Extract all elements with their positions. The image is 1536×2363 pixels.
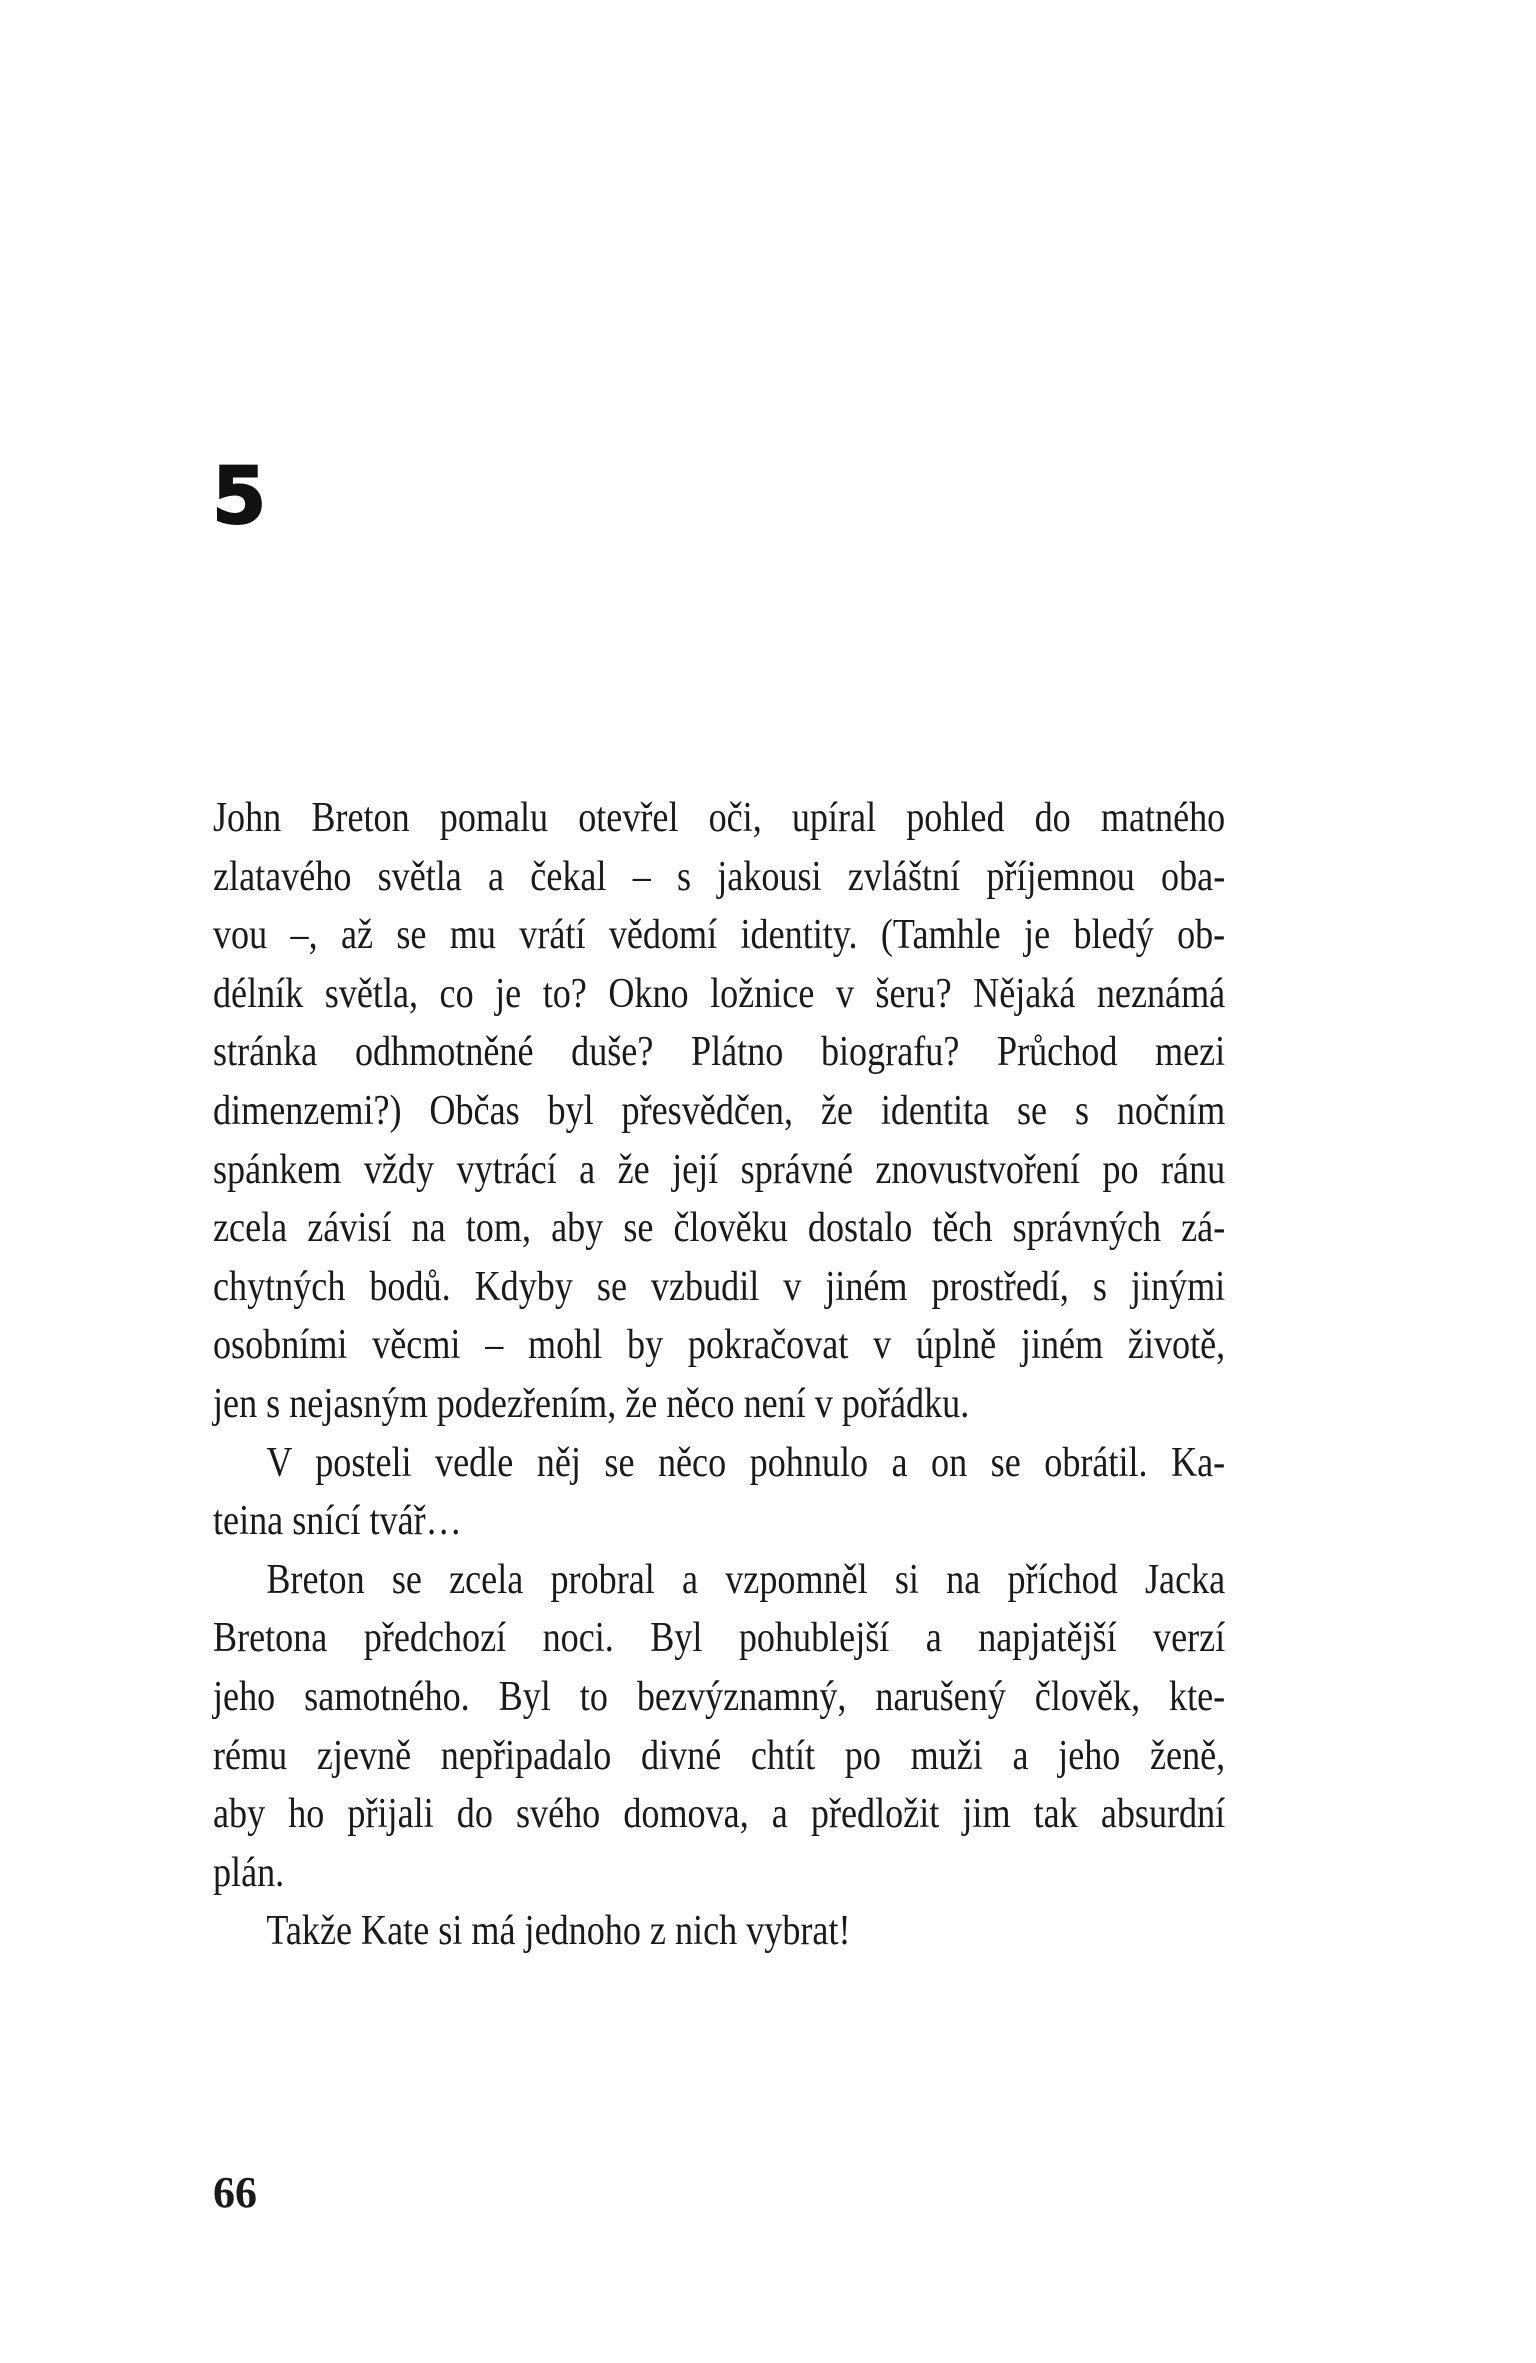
text-line: zcela závisí na tom, aby se člověku dostalo těch správných zá- (213, 1205, 1226, 1252)
text-line: spánkem vždy vytrácí a že její správné znovustvoření po ránu (213, 1146, 1226, 1193)
paragraph (213, 789, 1225, 1434)
text-line: zlatavého světla a čekal – s jakousi zvláštní příjemnou oba- (213, 853, 1226, 900)
text-line: jeho samotného. Byl to bezvýznamný, narušený člověk, kte- (213, 1673, 1226, 1720)
text-line: John Breton pomalu otevřel oči, upíral pohled do matného (213, 795, 1226, 841)
text-line: rému zjevně nepřipadalo divné chtít po muži a jeho ženě, (213, 1732, 1226, 1779)
text-line: teina snící tvář… (213, 1498, 462, 1545)
text-line: plán. (213, 1849, 285, 1896)
chapter-number: 5 (212, 452, 267, 542)
text-line: V posteli vedle něj se něco pohnulo a on se obrátil. Ka- (266, 1439, 1226, 1486)
text-line: jen s nejasným podezřením, že něco není v pořádku. (213, 1380, 970, 1427)
paragraph (213, 1902, 1225, 1961)
text-line: Breton se zcela probral a vzpomněl si na příchod Jacka (266, 1556, 1226, 1603)
text-line: dimenzemi?) Občas byl přesvědčen, že identita se s nočním (213, 1087, 1226, 1134)
text-line: aby ho přijali do svého domova, a předložit jim tak absurdní (213, 1791, 1226, 1838)
text-line: chytných bodů. Kdyby se vzbudil v jiném prostředí, s jinými (213, 1263, 1226, 1310)
text-line: Bretona předchozí noci. Byl pohublejší a napjatější verzí (213, 1615, 1226, 1662)
body-text (213, 789, 1225, 1961)
text-line: Takže Kate si má jednoho z nich vybrat! (266, 1908, 851, 1955)
paragraph (213, 1434, 1225, 1551)
page-number: 66 (213, 2168, 257, 2217)
text-line: délník světla, co je to? Okno ložnice v šeru? Nějaká neznámá (213, 970, 1226, 1017)
text-line: stránka odhmotněné duše? Plátno biografu? Průchod mezi (213, 1029, 1226, 1076)
text-line: vou –, až se mu vrátí vědomí identity. (Tamhle je bledý ob- (213, 912, 1226, 959)
text-line: osobními věcmi – mohl by pokračovat v úplně jiném životě, (213, 1322, 1226, 1369)
paragraph (213, 1551, 1225, 1903)
